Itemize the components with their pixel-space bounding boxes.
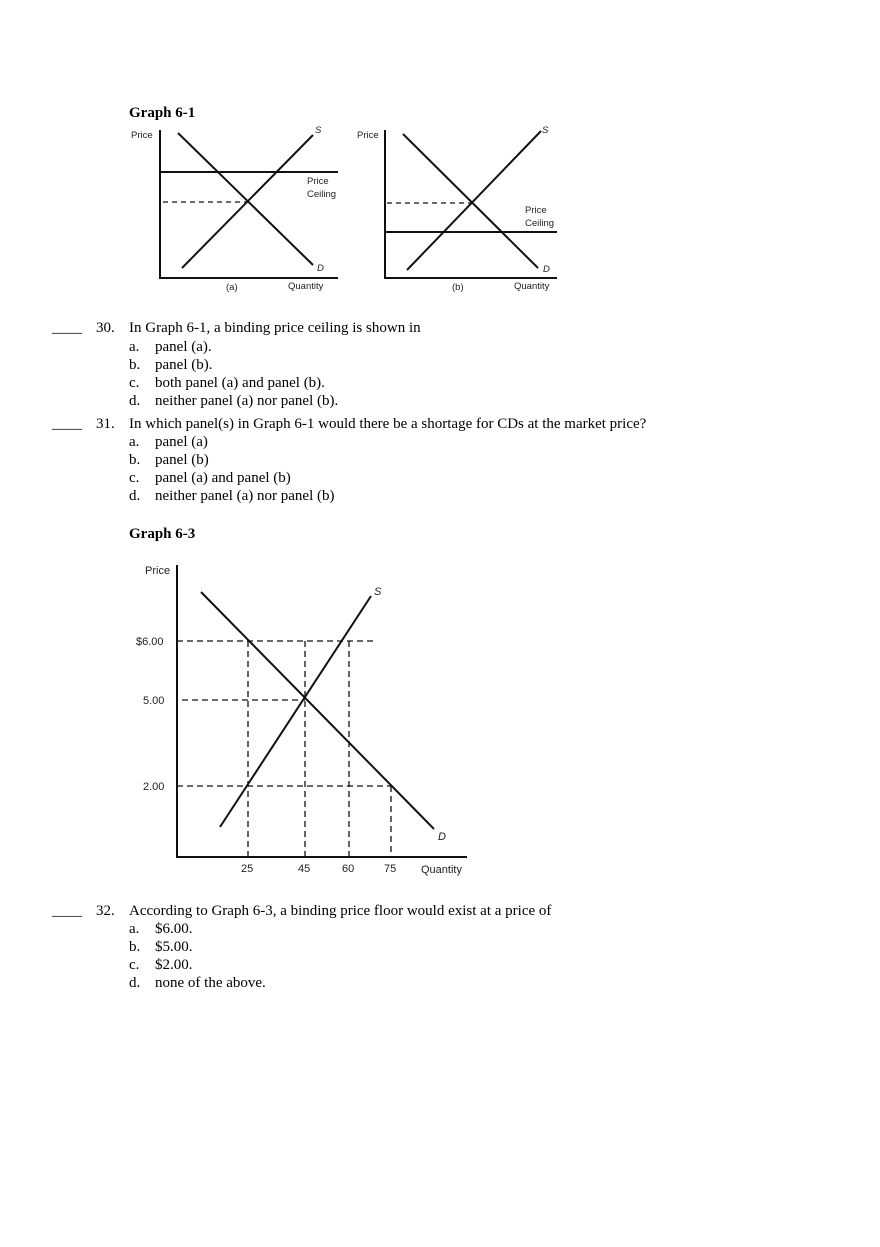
answer-blank[interactable]: ____ (52, 320, 82, 336)
option-letter: c. (129, 470, 140, 486)
y-axis-label: Price (145, 565, 171, 577)
panel-label: (a) (226, 282, 238, 293)
option-text: neither panel (a) nor panel (b). (155, 393, 339, 409)
supply-line (407, 131, 541, 270)
option-letter: c. (129, 375, 140, 391)
x-axis-label: Quantity (514, 281, 550, 292)
price-tick: 2.00 (143, 781, 165, 793)
question-text: In which panel(s) in Graph 6-1 would there be a shortage for CDs at the market price? (129, 416, 647, 432)
demand-line (201, 592, 434, 829)
option-letter: a. (129, 339, 140, 355)
option-letter: a. (129, 434, 140, 450)
graph-6-3-title: Graph 6-3 (129, 526, 196, 542)
x-axis-label: Quantity (288, 281, 324, 292)
option-text: $6.00. (155, 921, 193, 937)
panel-a (160, 130, 338, 278)
option-text: none of the above. (155, 975, 266, 991)
option-letter: b. (129, 939, 141, 955)
graph-6-1-title: Graph 6-1 (129, 105, 196, 121)
supply-label: S (315, 125, 322, 136)
option-text: panel (a) (155, 434, 208, 450)
question-number: 30. (96, 320, 115, 336)
question-text: In Graph 6-1, a binding price ceiling is shown in (129, 320, 421, 336)
option-text: panel (a). (155, 339, 212, 355)
option-text: $5.00. (155, 939, 193, 955)
axes (160, 130, 338, 278)
option-letter: d. (129, 488, 141, 504)
option-text: both panel (a) and panel (b). (155, 375, 325, 391)
option-letter: c. (129, 957, 140, 973)
ceiling-label: Ceiling (307, 189, 337, 200)
panel-label: (b) (452, 282, 464, 293)
question-number: 31. (96, 416, 115, 432)
option-text: panel (b). (155, 357, 213, 373)
option-text: $2.00. (155, 957, 193, 973)
option-text: neither panel (a) nor panel (b) (155, 488, 335, 504)
question-text: According to Graph 6-3, a binding price floor would exist at a price of (129, 903, 552, 919)
option-letter: d. (129, 975, 141, 991)
demand-line (178, 133, 313, 265)
axes (177, 565, 467, 857)
y-axis-label: Price (131, 130, 153, 141)
quantity-tick: 25 (241, 863, 254, 875)
ceiling-label: Price (307, 176, 329, 187)
option-text: panel (b) (155, 452, 209, 468)
y-axis-label: Price (357, 130, 379, 141)
graph-6-3 (177, 565, 467, 857)
supply-label: S (542, 125, 549, 136)
demand-label: D (543, 264, 550, 275)
price-tick: 5.00 (143, 695, 165, 707)
question-number: 32. (96, 903, 115, 919)
answer-blank[interactable]: ____ (52, 903, 82, 919)
option-letter: a. (129, 921, 140, 937)
answer-blank[interactable]: ____ (52, 416, 82, 432)
price-tick: $6.00 (136, 636, 164, 648)
ceiling-label: Price (525, 205, 547, 216)
supply-label: S (374, 586, 382, 598)
ceiling-label: Ceiling (525, 218, 555, 229)
option-text: panel (a) and panel (b) (155, 470, 291, 486)
panel-b (385, 130, 557, 278)
x-axis-label: Quantity (421, 864, 462, 876)
quantity-tick: 75 (384, 863, 397, 875)
quantity-tick: 60 (342, 863, 355, 875)
option-letter: d. (129, 393, 141, 409)
option-letter: b. (129, 452, 141, 468)
demand-label: D (438, 831, 446, 843)
quantity-tick: 45 (298, 863, 311, 875)
demand-label: D (317, 263, 324, 274)
option-letter: b. (129, 357, 141, 373)
